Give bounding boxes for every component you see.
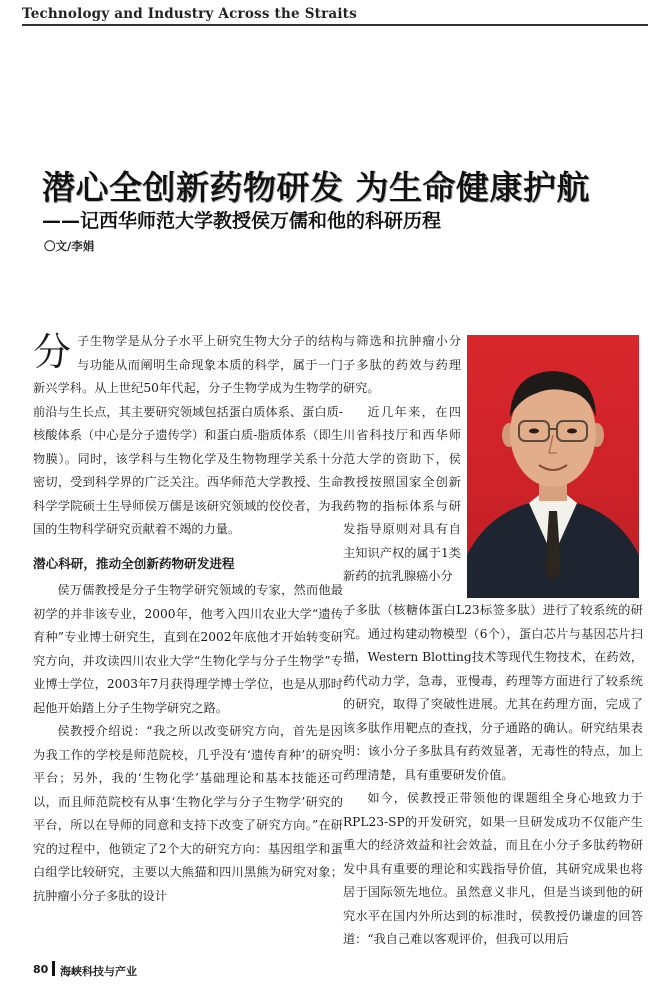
right-paragraph-2: 如今，侯教授正带领他的课题组全身心地致力于RPL23-SP的开发研究，如果一旦研发成功不仅能产生重大的经济效益和社会效益，而且在小分子多肽药物研发中具有重要的理论和实践指导价值，其研究成果也将居于国际领先地位。虽然意义非凡，但是当谈到他的研究水平在国内外所达到的标准时，侯教授仍谦虚的回答道：“我自己难以客观评价，但我可以用后 [343, 791, 643, 946]
left-column [33, 330, 343, 908]
article-subtitle: ——记西华师范大学教授侯万儒和他的科研历程 [42, 210, 442, 232]
article-title: 潜心全创新药物研发 为生命健康护航 [42, 168, 590, 207]
intro-paragraph [33, 330, 343, 542]
page-number: 80 [33, 963, 49, 976]
paragraph-1: 侯万儒教授是分子生物学研究领域的专家，然而他最初学的并非该专业，2000年，他考入四川农业大学“遗传育种”专业博士研究生，直到在2002年底他才开始转变研究方向，并攻读四川农业大学“生物化学与分子生物学”专业博士学位，2003年7月获得理学博士学位，也是从那时起他开始踏上分子生物学研究之路。 [33, 583, 343, 715]
portrait-photo [467, 335, 639, 598]
right-paragraph-1: 子多肽（核糖体蛋白L23标签多肽）进行了较系统的研究。通过构建动物模型（6个），蛋白芯片与基因芯片扫描，Western Blotting技术等现代生物技术，在药效，药代动力学，急毒，亚慢毒，药理等方面进行了较系统的研究，取得了突破性进展。尤其在药理方面，完成了该多肽作用靶点的查找，分子通路的确认。研究结果表明：该小分子多肽具有药效显著，无毒性的特点，加上药理清楚，具有重要研发价值。 [343, 603, 643, 782]
narrow-text: 与筛选和抗肿瘤小分子多肽的药效与药理研究。 [343, 334, 461, 395]
header-rule [22, 24, 648, 26]
right-column [343, 599, 643, 952]
byline: 〇文/李娟 [44, 239, 95, 253]
paragraph-2: 侯教授介绍说：“我之所以改变研究方向，首先是因为我工作的学校是师范院校，几乎没有‘遗传育种’的研究平台；另外，我的‘生物化学’基础理论和基本技能还可以，而且师范院校有从事‘生物化学与分子生物学’研究的平台，所以在导师的同意和支持下改变了研究方向。”在研究的过程中，他锁定了2个大的研究方向：基因组学和蛋白组学比较研究，主要以大熊猫和四川黑熊为研究对象；抗肿瘤小分子多肽的设计 [33, 724, 343, 903]
section-heading: 潜心科研，推动全创新药物研发进程 [33, 555, 235, 571]
narrow-paragraph: 近几年来，在四川省科技厅和西华师范大学的资助下，侯教授按照国家全创新药物的指标体系与研发指导原则对具有自主知识产权的属于1类新药的抗乳腺癌小分 [343, 404, 461, 583]
publication-name: 海峡科技与产业 [60, 965, 137, 978]
running-header: Technology and Industry Across the Straits [22, 6, 357, 22]
drop-cap: 分 [33, 330, 72, 374]
narrow-column [343, 330, 461, 589]
portrait-illustration [467, 335, 639, 598]
footer-divider [52, 961, 55, 976]
intro-text: 子生物学是从分子水平上研究生物大分子的结构与功能从而阐明生命现象本质的科学，属于一门新兴学科。从上世纪50年代起，分子生物学成为生物学的前沿与生长点，其主要研究领域包括蛋白质体系、蛋白质-核酸体系（中心是分子遗传学）和蛋白质-脂质体系（即生物膜）。同时，该学科与生物化学及生物物理学关系十分密切，受到科学界的广泛关注。西华师范大学教授、生命科学学院硕士生导师侯万儒是该研究领域的佼佼者，为我国的生物科学研究贡献着不竭的力量。 [33, 334, 343, 536]
